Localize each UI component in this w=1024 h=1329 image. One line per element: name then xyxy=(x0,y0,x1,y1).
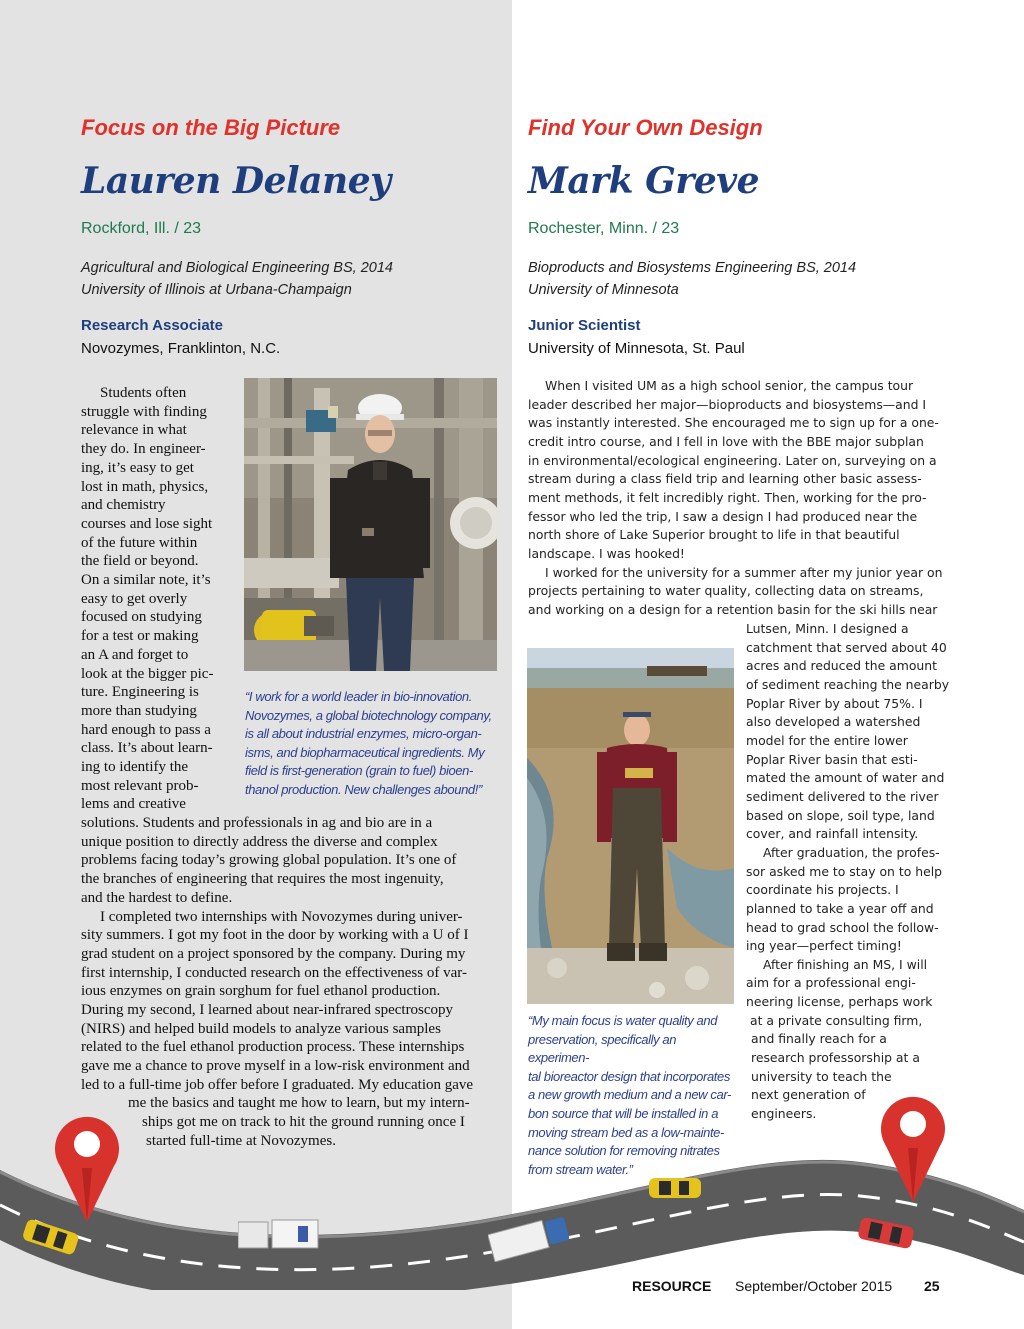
caption-line: preservation, specifically an experimen- xyxy=(528,1031,677,1066)
caption-line: field is first-generation (grain to fuel) bioen- xyxy=(245,763,473,779)
left-body-wide xyxy=(81,814,501,1095)
left-body-tail-1: me the basics and taught me how to learn, but my intern- xyxy=(128,1095,470,1111)
body-line: also developed a watershed xyxy=(746,714,921,730)
body-line: courses and lose sight xyxy=(81,515,213,532)
lauren-delaney-photo xyxy=(244,378,497,671)
left-section-heading: Focus on the Big Picture xyxy=(81,115,341,140)
body-line: (NIRS) and helped build models to analyze various samples xyxy=(81,1020,441,1037)
right-job-title: Junior Scientist xyxy=(528,317,641,334)
body-line: lems and creative xyxy=(81,796,186,813)
caption-line: thanol production. New challenges abound!” xyxy=(245,781,482,797)
caption-line: from stream water.” xyxy=(528,1161,633,1177)
body-line: aim for a professional engi- xyxy=(746,975,916,991)
caption-line: moving stream bed as a low-mainte- xyxy=(528,1124,724,1140)
body-line: hard enough to pass a xyxy=(81,721,211,738)
body-line: grad student on a project sponsored by the company. During my xyxy=(81,945,466,962)
left-degree: Agricultural and Biological Engineering BS, 2014 xyxy=(81,260,393,276)
body-line: ing year—perfect timing! xyxy=(746,938,902,954)
body-line: of sediment reaching the nearby xyxy=(746,676,950,692)
body-line: first internship, I conducted research on the effectiveness of var- xyxy=(81,964,467,981)
body-line: I completed two internships with Novozymes during univer- xyxy=(100,908,463,925)
left-school: University of Illinois at Urbana-Champaign xyxy=(81,282,352,298)
body-line: head to grad school the follow- xyxy=(746,919,939,935)
body-line: and the hardest to define. xyxy=(81,889,233,906)
body-line: an A and forget to xyxy=(81,646,189,663)
caption-line: “I work for a world leader in bio-innovation. xyxy=(245,689,472,704)
body-line: university to teach the xyxy=(751,1068,892,1084)
body-line: the branches of engineering that requires the most ingenuity, xyxy=(81,871,444,888)
body-line: planned to take a year off and xyxy=(746,900,934,916)
caption-line: Novozymes, a global biotechnology company, xyxy=(245,707,492,723)
left-job-title: Research Associate xyxy=(81,317,224,334)
body-line: unique position to directly address the diverse and complex xyxy=(81,833,438,850)
right-person-name: Mark Greve xyxy=(528,160,760,202)
body-line: at a private consulting firm, xyxy=(750,1012,923,1028)
body-line: in environmental/ecological engineering. Later on, surveying on a xyxy=(528,452,937,468)
body-line: focused on studying xyxy=(81,609,202,626)
body-line: mated the amount of water and xyxy=(746,770,945,786)
body-line: sor asked me to stay on to help xyxy=(746,863,942,879)
caption-line: is all about industrial enzymes, micro-organ- xyxy=(245,726,482,742)
truck-icon xyxy=(488,1214,572,1262)
footer-magazine-name: RESOURCE xyxy=(632,1278,712,1294)
caption-line: isms, and biopharmaceutical ingredients. My xyxy=(245,744,485,760)
body-line: model for the entire lower xyxy=(746,732,908,748)
car-icon xyxy=(855,1214,917,1252)
body-line: After finishing an MS, I will xyxy=(763,956,928,972)
body-line: projects pertaining to water quality, collecting data on streams, xyxy=(528,583,924,599)
body-line: On a similar note, it’s xyxy=(81,572,211,589)
right-section-heading: Find Your Own Design xyxy=(528,115,763,140)
caption-line: a new growth medium and a new car- xyxy=(528,1087,731,1103)
body-line: ing, it’s easy to get xyxy=(81,459,194,476)
body-line: was instantly interested. She encouraged me to sign up for a one- xyxy=(528,415,939,431)
body-line: and finally reach for a xyxy=(751,1031,887,1047)
footer-issue-date: September/October 2015 xyxy=(735,1278,893,1294)
body-line: sity summers. I got my foot in the door by working with a U of I xyxy=(81,927,469,944)
body-line: ing to identify the xyxy=(81,759,189,776)
body-line: and working on a design for a retention basin for the ski hills near xyxy=(528,601,938,617)
body-line: credit intro course, and I fell in love with the BBE major subplan xyxy=(528,433,924,449)
right-employer: University of Minnesota, St. Paul xyxy=(528,340,745,357)
right-body-top xyxy=(528,377,948,620)
car-icon xyxy=(645,1172,705,1204)
caption-line: “My main focus is water quality and xyxy=(528,1013,718,1028)
body-line: I worked for the university for a summer after my junior year on xyxy=(545,564,943,580)
body-line: relevance in what xyxy=(81,422,187,439)
right-hometown: Rochester, Minn. / 23 xyxy=(528,220,680,237)
body-line: catchment that served about 40 xyxy=(746,639,947,655)
body-line: stream during a class field trip and learning other basic assess- xyxy=(528,471,922,487)
left-body-narrow xyxy=(81,384,243,814)
caption-line: tal bioreactor design that incorporates xyxy=(528,1068,730,1084)
left-hometown: Rockford, Ill. / 23 xyxy=(81,220,202,237)
body-line: easy to get overly xyxy=(81,590,188,607)
body-line: struggle with finding xyxy=(81,403,207,420)
body-line: Poplar River by about 75%. I xyxy=(746,695,923,711)
body-line: they do. In engineer- xyxy=(81,441,206,458)
body-line: solutions. Students and professionals in ag and bio are in a xyxy=(81,815,433,831)
body-line: next generation of xyxy=(751,1087,866,1103)
body-line: problems facing today’s growing global population. It’s one of xyxy=(81,852,457,869)
body-line: north shore of Lake Superior brought to life in that beautiful xyxy=(528,527,900,543)
left-body-tail-2: ships got me on track to hit the ground running once I xyxy=(142,1114,465,1130)
body-line: fessor who led the trip, I saw a design I had produced near the xyxy=(528,508,918,524)
body-line: coordinate his projects. I xyxy=(746,882,899,898)
body-line: sediment delivered to the river xyxy=(746,788,939,804)
body-line: ture. Engineering is xyxy=(81,684,199,701)
right-degree: Bioproducts and Biosystems Engineering BS, 2014 xyxy=(528,260,857,276)
body-line: class. It’s about learn- xyxy=(81,740,213,757)
left-degree-block xyxy=(81,257,393,301)
body-line: for a test or making xyxy=(81,628,199,645)
body-line: leader described her major—bioproducts and biosystems—and I xyxy=(528,396,927,412)
body-line: more than studying xyxy=(81,702,197,719)
body-line: related to the fuel ethanol production process. These internships xyxy=(81,1039,465,1056)
body-line: Poplar River basin that esti- xyxy=(746,751,918,767)
caption-line: nance solution for removing nitrates xyxy=(528,1143,720,1159)
body-line: ment methods, it felt incredibly right. Then, working for the pro- xyxy=(528,489,927,505)
body-line: ious enzymes on grain sorghum for fuel ethanol production. xyxy=(81,983,441,1000)
body-line: lost in math, physics, xyxy=(81,478,209,495)
body-line: landscape. I was hooked! xyxy=(528,545,685,561)
right-school: University of Minnesota xyxy=(528,282,679,298)
body-line: When I visited UM as a high school senior, the campus tour xyxy=(545,378,914,393)
body-line: Students often xyxy=(100,385,187,401)
body-line: led to a full-time job offer before I graduated. My education gave xyxy=(81,1076,474,1093)
body-line: gave me a chance to prove myself in a low-risk environment and xyxy=(81,1058,470,1075)
body-line: acres and reduced the amount xyxy=(746,658,937,674)
body-line: the field or beyond. xyxy=(81,553,199,570)
mark-greve-photo xyxy=(527,648,734,1004)
map-pin-icon xyxy=(878,1088,948,1204)
body-line: neering license, perhaps work xyxy=(746,994,933,1010)
left-body-tail-3: started full-time at Novozymes. xyxy=(146,1133,336,1149)
right-degree-block xyxy=(528,257,856,301)
left-photo-caption xyxy=(245,688,500,800)
body-line: Lutsen, Minn. I designed a xyxy=(746,621,909,636)
body-line: of the future within xyxy=(81,534,198,551)
left-employer: Novozymes, Franklinton, N.C. xyxy=(81,340,281,357)
body-line: most relevant prob- xyxy=(81,777,199,794)
caption-line: bon source that will be installed in a xyxy=(528,1105,719,1121)
body-line: research professorship at a xyxy=(751,1050,920,1066)
body-line: based on slope, soil type, land xyxy=(746,807,935,823)
truck-icon xyxy=(238,1216,322,1252)
body-line: look at the bigger pic- xyxy=(81,665,214,682)
body-line: After graduation, the profes- xyxy=(763,844,940,860)
body-line: During my second, I learned about near-infrared spectroscopy xyxy=(81,1002,454,1019)
map-pin-icon xyxy=(52,1108,122,1224)
body-line: and chemistry xyxy=(81,497,166,514)
right-body-side xyxy=(746,620,950,1124)
body-line: engineers. xyxy=(751,1106,817,1122)
left-person-name: Lauren Delaney xyxy=(81,160,391,202)
body-line: cover, and rainfall intensity. xyxy=(746,826,919,842)
footer-page-number: 25 xyxy=(924,1278,940,1294)
